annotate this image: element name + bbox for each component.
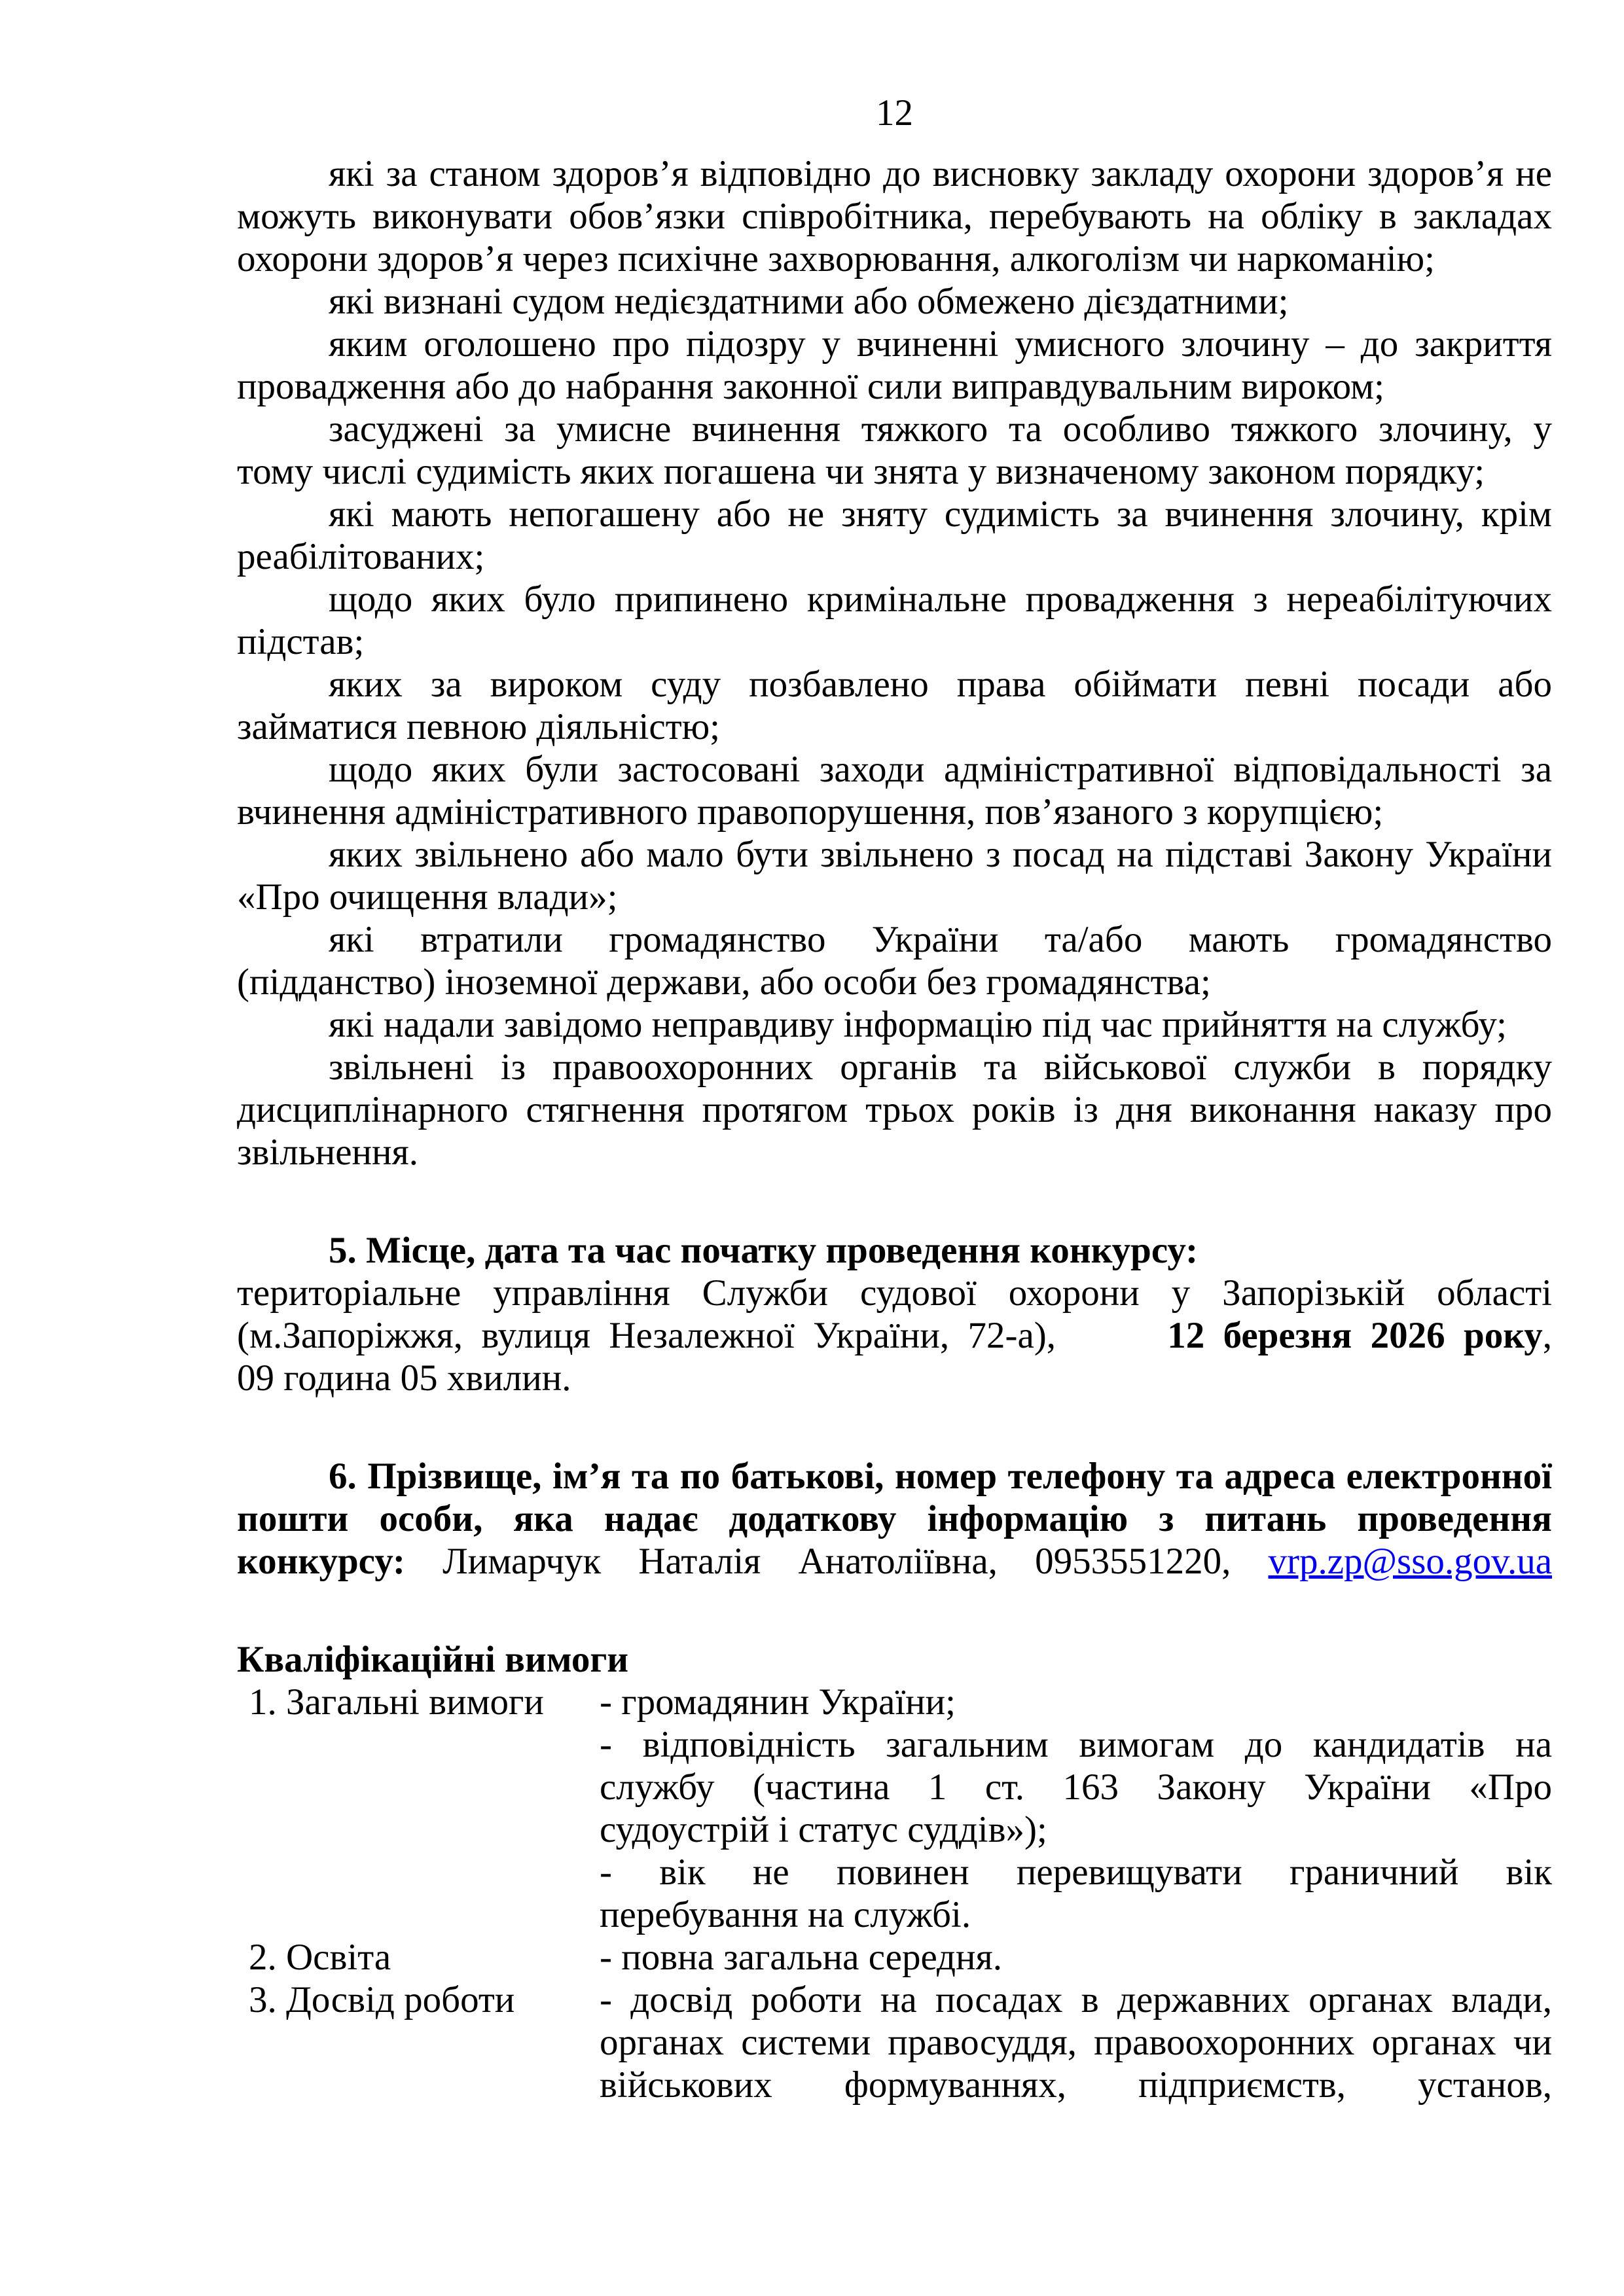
text-segment: тому числі судимість яких погашена чи знята у визначеному законом порядку; xyxy=(237,451,1485,492)
text-line xyxy=(237,1638,1552,1681)
text-line xyxy=(237,748,1552,791)
text-segment: охорони здоров’я через психічне захворювання, алкоголізм чи наркоманію; xyxy=(237,238,1435,279)
text-segment: яким оголошено про підозру у вчиненні умисного злочину – до закриття xyxy=(329,323,1552,365)
text-line xyxy=(237,365,1552,408)
text-line xyxy=(237,1357,1552,1399)
text-line xyxy=(237,1540,1552,1583)
text-segment: 09 година 05 хвилин. xyxy=(237,1357,571,1399)
text-segment: звільнення. xyxy=(237,1132,418,1173)
text-segment: - відповідність загальним вимогам до кандидатів на xyxy=(600,1724,1552,1765)
paragraph-suspicion xyxy=(237,323,1552,408)
text-line xyxy=(600,1851,1552,1893)
text-segment: які визнані судом недієздатними або обмежено дієздатними; xyxy=(329,281,1289,322)
paragraph-convicted xyxy=(237,408,1552,493)
text-line xyxy=(237,238,1552,280)
row-label: 1. Загальні вимоги xyxy=(249,1681,544,1723)
text-segment: дисциплінарного стягнення протягом трьох років із дня виконання наказу про xyxy=(237,1089,1552,1130)
text-line xyxy=(237,706,1552,748)
text-line xyxy=(237,663,1552,706)
text-segment: вчинення адміністративного правопорушення, пов’язаного з корупцією; xyxy=(237,791,1384,833)
document-body xyxy=(237,152,1552,2106)
paragraph-citizenship xyxy=(237,918,1552,1003)
text-line xyxy=(237,280,1552,323)
text-segment: щодо яких було припинено кримінальне провадження з нереабілітуючих xyxy=(329,579,1552,620)
text-line xyxy=(237,152,1552,195)
text-line xyxy=(600,1681,1552,1723)
text-line xyxy=(600,1979,1552,2021)
paragraph-incapable xyxy=(237,280,1552,323)
table-row xyxy=(237,1979,1552,2106)
text-segment: можуть виконувати обов’язки співробітника, перебувають на обліку в закладах xyxy=(237,196,1552,237)
paragraph-false-information xyxy=(237,1003,1552,1046)
text-segment: яких звільнено або мало бути звільнено з посад на підставі Закону України xyxy=(329,834,1552,875)
text-line xyxy=(600,1723,1552,1766)
paragraph-disciplinary-dismissal xyxy=(237,1046,1552,1174)
section-6-body xyxy=(237,1455,1552,1583)
row-label: 3. Досвід роботи xyxy=(249,1979,515,2020)
text-segment: судоустрій і статус суддів»); xyxy=(600,1809,1047,1850)
text-line xyxy=(600,2064,1552,2106)
text-segment: яких за вироком суду позбавлено права обіймати певні посади або xyxy=(329,664,1552,705)
text-line xyxy=(237,1272,1552,1314)
paragraph-administrative-liability xyxy=(237,748,1552,833)
text-segment: - досвід роботи на посадах в державних органах влади, xyxy=(600,1979,1552,2020)
text-segment: службу (частина 1 ст. 163 Закону України «Про xyxy=(600,1767,1552,1808)
text-segment: підстав; xyxy=(237,621,365,662)
text-segment: конкурсу: xyxy=(237,1541,443,1582)
text-line xyxy=(237,1229,1552,1272)
page-number: 12 xyxy=(876,92,913,134)
text-segment: (м.Запоріжжя, вулиця Незалежної України, 72-а), xyxy=(237,1315,1168,1356)
text-line xyxy=(237,1498,1552,1540)
text-segment: , xyxy=(1542,1315,1552,1356)
text-line xyxy=(237,961,1552,1003)
table-row xyxy=(237,1936,1552,1979)
paragraph-criminal-record xyxy=(237,493,1552,578)
text-segment: територіальне управління Служби судової охорони у Запорізькій області xyxy=(237,1272,1552,1314)
text-line xyxy=(237,450,1552,493)
text-line xyxy=(600,1808,1552,1851)
text-segment: перебування на службі. xyxy=(600,1894,971,1935)
text-segment: провадження або до набрання законної сили виправдувальним вироком; xyxy=(237,366,1384,407)
paragraph-health xyxy=(237,152,1552,280)
text-line xyxy=(237,1088,1552,1131)
text-line xyxy=(237,195,1552,238)
row-content xyxy=(600,1681,1552,1936)
text-line xyxy=(237,1455,1552,1498)
text-line xyxy=(600,1936,1552,1979)
text-segment: займатися певною діяльністю; xyxy=(237,706,721,747)
text-line xyxy=(237,578,1552,620)
text-segment: засуджені за умисне вчинення тяжкого та особливо тяжкого злочину, у xyxy=(329,408,1552,450)
text-segment: Кваліфікаційні вимоги xyxy=(237,1639,629,1680)
row-content xyxy=(600,1936,1552,1979)
text-line xyxy=(237,791,1552,833)
text-line xyxy=(237,1046,1552,1088)
text-segment: звільнені із правоохоронних органів та військової служби в порядку xyxy=(329,1047,1552,1088)
text-segment: які втратили громадянство України та/або мають громадянство xyxy=(329,919,1552,960)
row-label: 2. Освіта xyxy=(249,1937,391,1978)
text-line xyxy=(237,535,1552,578)
text-segment: 12 березня 2026 року xyxy=(1167,1315,1543,1356)
text-segment: «Про очищення влади»; xyxy=(237,876,618,918)
text-line xyxy=(237,1131,1552,1174)
text-segment: органах системи правосуддя, правоохоронних органах чи xyxy=(600,2022,1552,2063)
text-segment: - повна загальна середня. xyxy=(600,1937,1003,1978)
table-row xyxy=(237,1681,1552,1936)
paragraph-lustration xyxy=(237,833,1552,918)
text-segment: які за станом здоров’я відповідно до висновку закладу охорони здоров’я не xyxy=(329,153,1552,194)
text-segment: 5. Місце, дата та час початку проведення конкурсу: xyxy=(329,1230,1199,1271)
text-line xyxy=(237,323,1552,365)
paragraph-court-ban xyxy=(237,663,1552,748)
text-segment: - громадянин України; xyxy=(600,1681,956,1723)
text-segment: реабілітованих; xyxy=(237,536,485,577)
text-line xyxy=(237,1314,1552,1357)
text-segment: які надали завідомо неправдиву інформацію під час прийняття на службу; xyxy=(329,1004,1507,1045)
section-5-body xyxy=(237,1272,1552,1399)
section-5-heading xyxy=(237,1229,1552,1272)
paragraph-terminated-proceedings xyxy=(237,578,1552,663)
text-line xyxy=(237,918,1552,961)
text-segment: (підданство) іноземної держави, або особи без громадянства; xyxy=(237,961,1211,1003)
email-link[interactable]: vrp.zp@sso.gov.ua xyxy=(1268,1541,1552,1582)
text-segment: Лимарчук Наталія Анатоліївна, 0953551220, xyxy=(442,1541,1269,1582)
text-segment: 6. Прізвище, ім’я та по батькові, номер телефону та адреса електронної xyxy=(329,1456,1552,1497)
text-segment: - вік не повинен перевищувати граничний вік xyxy=(600,1852,1552,1893)
text-segment: військових формуваннях, підприємств, установ, xyxy=(600,2064,1552,2106)
text-line xyxy=(237,1003,1552,1046)
qualification-heading xyxy=(237,1638,1552,1681)
text-segment: щодо яких були застосовані заходи адміністративної відповідальності за xyxy=(329,749,1552,790)
text-line xyxy=(237,620,1552,663)
qualification-table xyxy=(237,1681,1552,2106)
text-line xyxy=(600,1893,1552,1936)
text-line xyxy=(237,833,1552,876)
text-line xyxy=(237,876,1552,918)
text-line xyxy=(237,493,1552,535)
text-line xyxy=(600,2021,1552,2064)
text-line xyxy=(600,1766,1552,1808)
text-line xyxy=(237,408,1552,450)
text-segment: які мають непогашену або не зняту судимість за вчинення злочину, крім xyxy=(329,493,1552,535)
row-content xyxy=(600,1979,1552,2106)
text-segment: пошти особи, яка надає додаткову інформацію з питань проведення xyxy=(237,1498,1552,1539)
